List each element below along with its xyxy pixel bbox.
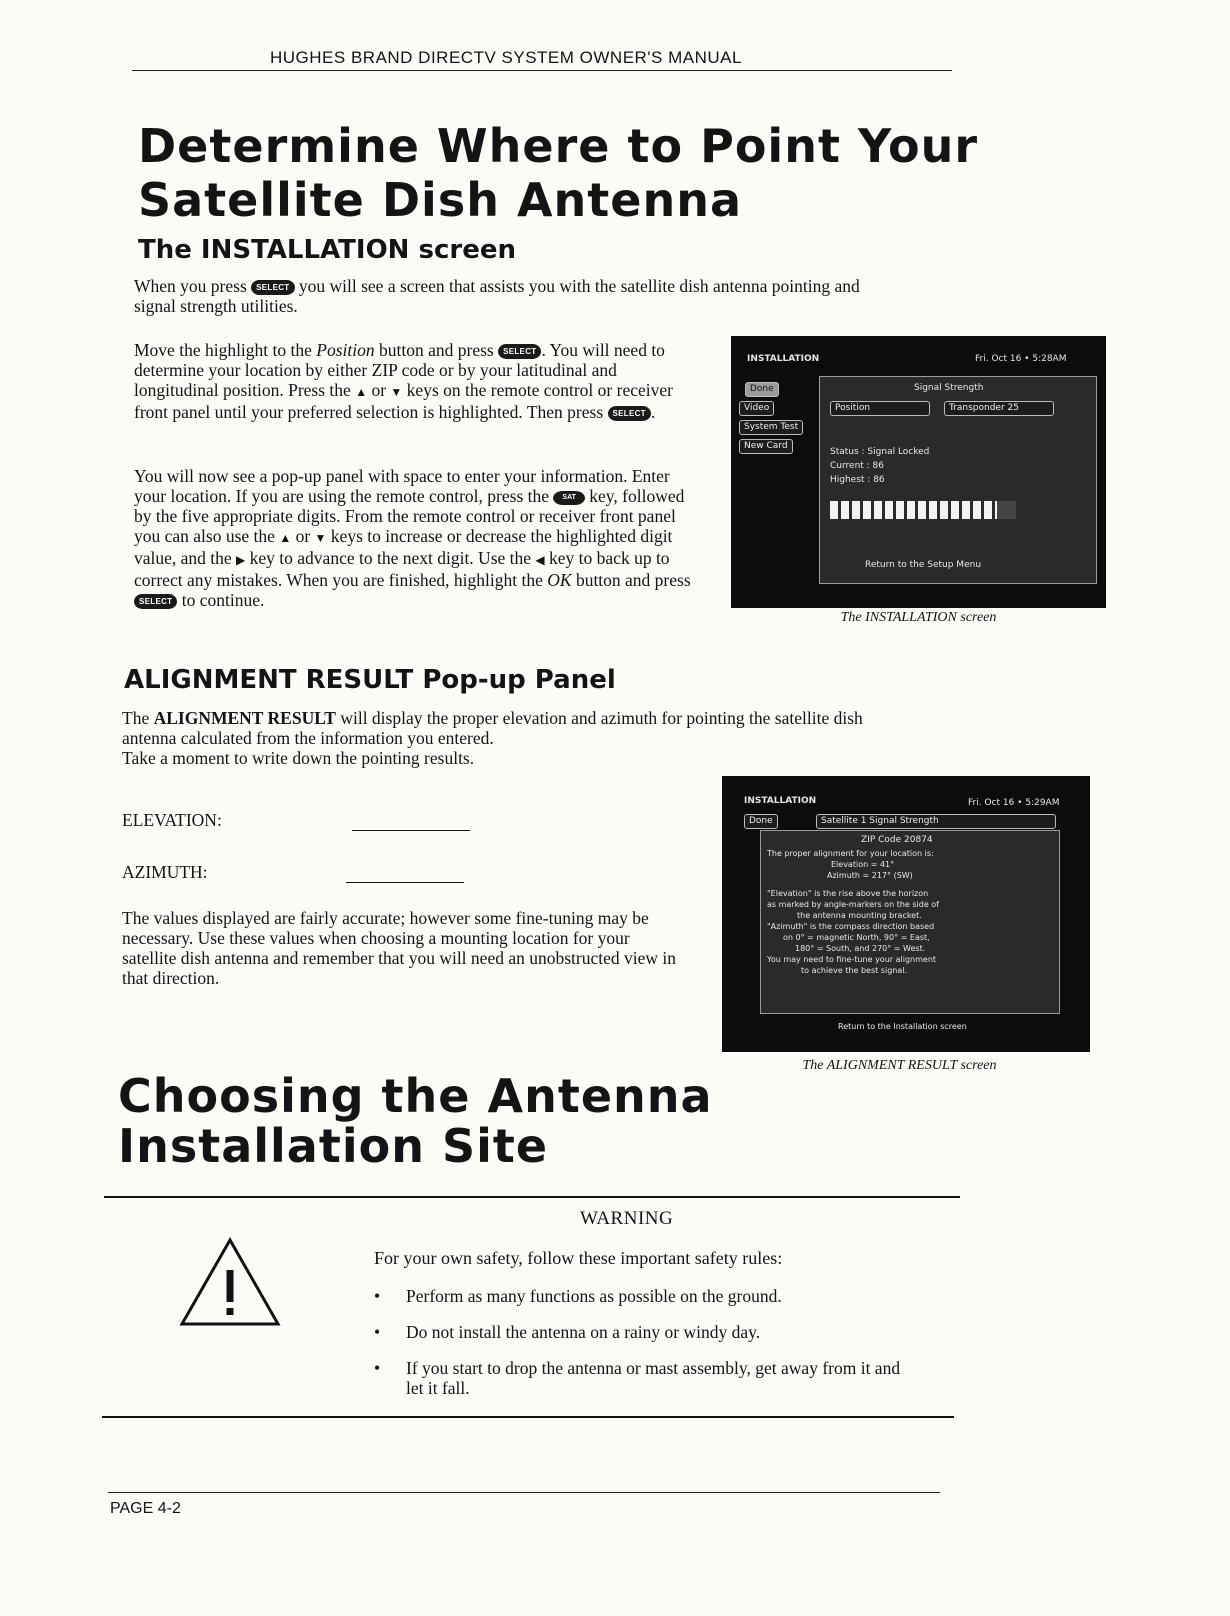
- right-arrow-icon: ▶: [236, 553, 246, 567]
- warning-title: WARNING: [580, 1208, 674, 1229]
- position-paragraph: Move the highlight to the Position button and press SELECT . You will need to determine your location by either ZIP code or by your latitudinal and longitudinal position. Press the ▲ or ▼ keys on the remote control or receiver front panel until your preferred selection is highlighted. Then press SELECT .: [134, 340, 673, 422]
- section2-rule: [104, 1196, 960, 1198]
- signal-bar-fill: [830, 501, 997, 519]
- header-rule: [132, 70, 952, 71]
- warning-triangle-icon: [178, 1236, 282, 1328]
- system-test-button: System Test: [739, 420, 803, 435]
- installation-screen-image: [731, 336, 1106, 608]
- installation-screen-caption: The INSTALLATION screen: [840, 610, 997, 625]
- signal-strength-panel: [819, 376, 1097, 584]
- subheading-installation: The INSTALLATION screen: [138, 235, 516, 265]
- down-arrow-icon: ▼: [314, 531, 327, 545]
- result-line: to achieve the best signal.: [801, 966, 908, 975]
- elevation-label: ELEVATION:: [122, 810, 222, 830]
- alignment-result-screen-caption: The ALIGNMENT RESULT screen: [802, 1058, 997, 1073]
- up-arrow-icon: ▲: [355, 385, 368, 399]
- up-arrow-icon: ▲: [279, 531, 292, 545]
- screen-datetime: Fri. Oct 16 • 5:29AM: [968, 798, 1060, 808]
- sat-key-icon: SAT: [553, 491, 584, 505]
- subheading-alignment-result: ALIGNMENT RESULT Pop-up Panel: [124, 665, 616, 695]
- list-item: • If you start to drop the antenna or mast assembly, get away from it and let it fall.: [374, 1358, 914, 1398]
- screen-datetime: Fri. Oct 16 • 5:28AM: [975, 354, 1067, 364]
- warning-intro: For your own safety, follow these important safety rules:: [374, 1248, 783, 1268]
- section-title-line1: Determine Where to Point Your: [138, 119, 979, 173]
- screen-footer: Return to the Installation screen: [838, 1022, 967, 1031]
- result-line: You may need to fine-tune your alignment: [767, 955, 937, 964]
- done-button: Done: [745, 382, 779, 397]
- screen-title: INSTALLATION: [744, 796, 817, 806]
- panel-title: Signal Strength: [914, 383, 984, 393]
- result-line: Elevation = 41°: [831, 860, 895, 869]
- select-key-icon: SELECT: [498, 344, 541, 359]
- result-line: on 0° = magnetic North, 90° = East,: [783, 933, 930, 942]
- satellite-signal-header: Satellite 1 Signal Strength: [816, 814, 1056, 829]
- azimuth-blank: [346, 882, 464, 883]
- result-line: as marked by angle-markers on the side of: [767, 900, 940, 909]
- current-text: Current : 86: [830, 461, 885, 471]
- alignment-result-screen-image: [722, 776, 1090, 1052]
- list-item: • Do not install the antenna on a rainy or windy day.: [374, 1322, 914, 1342]
- select-key-icon: SELECT: [251, 280, 294, 295]
- page-number: PAGE 4-2: [110, 1500, 181, 1517]
- elevation-blank: [352, 830, 470, 831]
- result-line: "Azimuth" is the compass direction based: [767, 922, 935, 931]
- screen-footer: Return to the Setup Menu: [865, 560, 982, 570]
- zip-code-text: ZIP Code 20874: [861, 835, 933, 845]
- highest-text: Highest : 86: [830, 475, 885, 485]
- status-text: Status : Signal Locked: [830, 447, 930, 457]
- alignment-result-paragraph: The ALIGNMENT RESULT will display the proper elevation and azimuth for pointing the satellite dish antenna calculated from the information you entered. Take a moment to write down the pointing results.: [122, 708, 863, 768]
- intro-paragraph: When you press SELECT you will see a screen that assists you with the satellite dish antenna pointing and signal strength utilities.: [134, 276, 860, 316]
- running-header: HUGHES BRAND DIRECTV SYSTEM OWNER'S MANUAL: [270, 48, 742, 67]
- section2-title-line1: Choosing the Antenna: [118, 1069, 713, 1123]
- signal-bar-track: [830, 501, 1016, 519]
- footer-rule: [108, 1492, 940, 1493]
- video-button: Video: [739, 401, 774, 416]
- down-arrow-icon: ▼: [390, 385, 403, 399]
- result-line: "Elevation" is the rise above the horizon: [767, 889, 929, 898]
- section2-title-line2: Installation Site: [118, 1119, 549, 1173]
- position-button: Position: [830, 401, 930, 416]
- list-item: • Perform as many functions as possible on the ground.: [374, 1286, 914, 1306]
- result-line: The proper alignment for your location is:: [767, 849, 934, 858]
- safety-rules-list: [374, 1286, 914, 1414]
- screen-title: INSTALLATION: [747, 354, 820, 364]
- warning-bottom-rule: [102, 1416, 954, 1418]
- result-line: the antenna mounting bracket.: [797, 911, 922, 920]
- transponder-button: Transponder 25: [944, 401, 1054, 416]
- left-arrow-icon: ◀: [535, 553, 545, 567]
- result-line: 180° = South, and 270° = West.: [795, 944, 926, 953]
- section-title-line2: Satellite Dish Antenna: [138, 173, 743, 227]
- azimuth-label: AZIMUTH:: [122, 862, 208, 882]
- alignment-result-popup: [760, 830, 1060, 1014]
- fine-tuning-paragraph: The values displayed are fairly accurate; however some fine-tuning may be necessary. Use these values when choosing a mounting location for your satellite dish antenna and remember that you will need an unobstructed view in that direction.: [122, 908, 677, 988]
- new-card-button: New Card: [739, 439, 793, 454]
- location-entry-paragraph: You will now see a pop-up panel with space to enter your information. Enter your location. If you are using the remote control, press the SAT key, followed by the five appropriate digits. From the remote control or receiver front panel you can also use the ▲ or ▼ keys to increase or decrease the highlighted digit value, and the ▶ key to advance to the next digit. Use the ◀ key to back up to correct any mistakes. When you are finished, highlight the OK button and press SELECT to continue.: [134, 466, 691, 610]
- select-key-icon: SELECT: [134, 594, 177, 609]
- result-line: Azimuth = 217° (SW): [827, 871, 913, 880]
- done-button: Done: [744, 814, 778, 829]
- select-key-icon: SELECT: [608, 406, 651, 421]
